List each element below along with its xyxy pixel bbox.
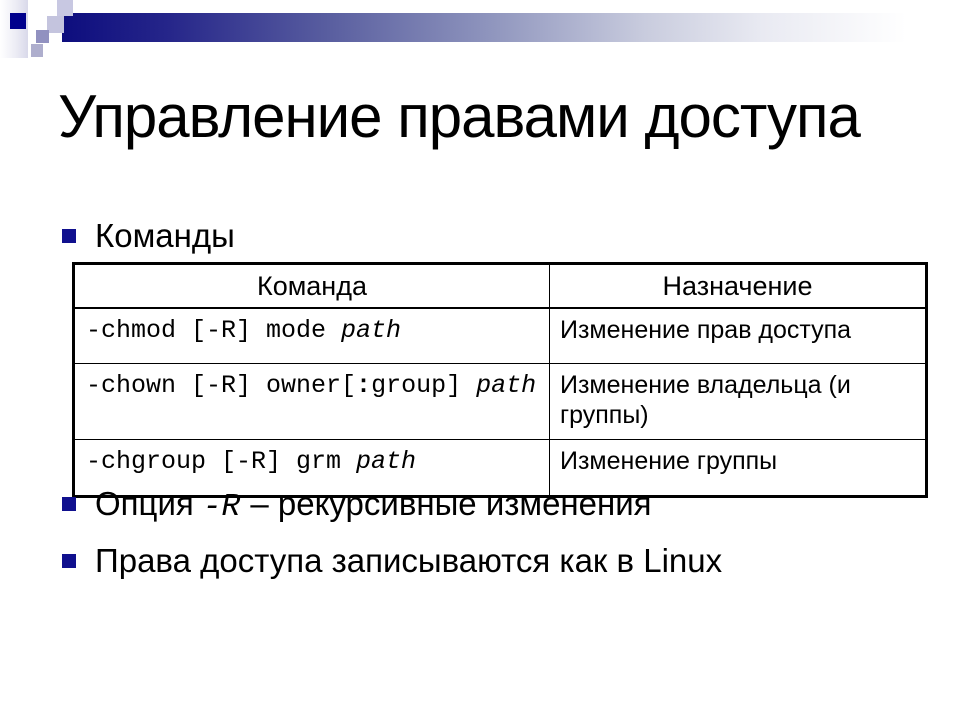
command-text: -chown [-R] owner[ [86,371,357,400]
command-arg: path [356,447,417,476]
banner-side-strip [0,0,28,58]
command-text: -chgroup [-R] grm [86,447,342,476]
decoration-square-gray [31,44,43,57]
banner-gradient-bar [62,13,960,42]
cell-purpose-chgroup: Изменение группы [550,440,927,497]
decoration-square-top [57,0,73,16]
bullet-option [62,484,652,527]
bullet-linux [62,541,722,581]
command-colon: : [356,371,372,400]
table-header-row [74,264,927,309]
cell-purpose-chown: Изменение владельца (и группы) [550,364,927,440]
bullet-commands [62,216,235,256]
command-arg: path [476,371,537,400]
bullet-linux-label: Права доступа записываются как в Linux [95,542,723,579]
bullet-option-text [95,484,652,527]
table-row [74,364,927,440]
header-command: Команда [74,264,550,309]
cell-command-chown [74,364,550,440]
header-purpose: Назначение [550,264,927,309]
command-text: -chmod [-R] mode [86,316,327,345]
bullet-square-icon [62,229,76,243]
bullet-option-post: – рекурсивные изменения [250,485,652,522]
bullet-square-icon [62,497,76,511]
bullet-option-pre: Опция [95,485,194,522]
command-arg: path [341,316,402,345]
decoration-square-medium [36,30,49,43]
table-row [74,308,927,364]
bullet-square-icon [62,554,76,568]
bullet-option-code: -R [202,490,241,525]
command-text-post: group] [371,371,462,400]
cell-command-chmod [74,308,550,364]
decoration-square-lavender [47,16,64,33]
commands-table [72,262,928,498]
decoration-square-navy [10,13,26,29]
bullet-commands-label: Команды [95,217,235,254]
slide-title: Управление правами доступа [58,83,860,150]
cell-purpose-chmod: Изменение прав доступа [550,308,927,364]
